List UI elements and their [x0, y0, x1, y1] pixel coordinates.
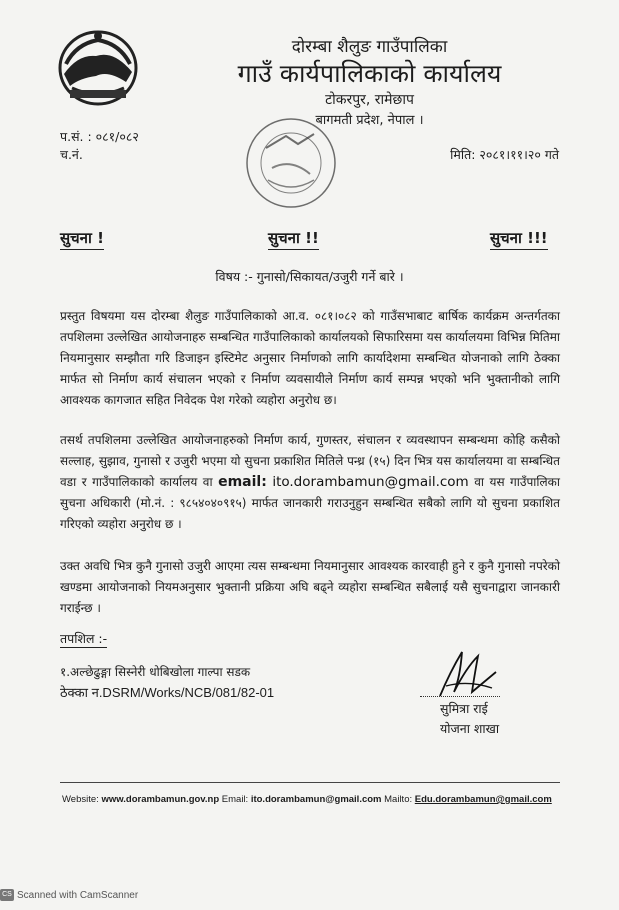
notice-heading-3: सुचना !!! [490, 228, 548, 250]
signature-line [420, 696, 500, 697]
footer-contact [62, 794, 552, 805]
office-location: टोकरपुर, रामेछाप [325, 92, 414, 108]
footer-mailto-label: Mailto: [384, 794, 413, 805]
paragraph-complaint-text: तसर्थ तपशिलमा उल्लेखित आयोजनाहरुको निर्माण कार्य, गुणस्तर, संचालन र व्यवस्थापन सम्बन्धमा कोहि कसैको सल्लाह, सुझाव, गुनासो र उजुरी भएमा यो सुचना प्रकाशित मितिले पन्ध्र (१५) दिन भित्र यस कार्यालयमा वा सम्बन्धित वडा र गाउँपालिकाको कार्यालय वा [60, 433, 560, 489]
email-label: email: [218, 474, 267, 490]
paragraph-intro: प्रस्तुत विषयमा यस दोरम्बा शैलुङ गाउँपालिकाको आ.व. ०८१।०८२ को गाउँसभाबाट बार्षिक कार्यक्रम अन्तर्गतका तपशिलमा उल्लेखित आयोजनाहरु सम्बन्धित गाउँपालिकाको कार्यालयको सिफारिसमा यस कार्यालयमा विभिन्न मितिमा नियमानुसार सम्झौता गरि डिजाइन इस्टिमेट अनुसार निर्माणको लागि कार्यादेशमा सम्बन्धित योजनाको लागि ठेक्का मार्फत सो निर्माण कार्य संचालन भएको र निर्माण व्यवसायीले निर्माण कार्य सम्पन्न भएको भनि भुक्तानीको लागि आवश्यक कागजात सहित निवेदक पेश गरेको व्यहोरा अनुरोध छ। [60, 309, 560, 407]
footer-email-label: Email: [221, 794, 249, 805]
notice-heading-2: सुचना !! [268, 228, 319, 250]
office-title: गाउँ कार्यपालिकाको कार्यालय [237, 59, 502, 88]
details-heading: तपशिल :- [60, 631, 108, 646]
subject-line: विषय :- गुनासो/सिकायत/उजुरी गर्ने बारे । [215, 269, 404, 284]
scanner-watermark [0, 889, 138, 901]
paragraph-complaint [60, 430, 560, 535]
footer-website-label: Website: [62, 794, 99, 805]
details-item-contract: ठेक्का न.DSRM/Works/NCB/081/82-01 [60, 685, 275, 700]
official-stamp-icon [236, 108, 346, 218]
signatory-name: सुमित्रा राई [440, 701, 488, 716]
scanner-watermark-text: Scanned with CamScanner [17, 889, 139, 901]
camscanner-icon: CS [0, 889, 14, 901]
details-item-project: १.अल्छेढुङ्गा सिस्नेरी धोबिखोला गाल्पा सडक [60, 665, 251, 679]
footer-website-link[interactable]: www.dorambamun.gov.np [101, 794, 220, 805]
footer-mailto-link[interactable]: Edu.dorambamun@gmail.com [414, 794, 552, 805]
notice-heading-1: सुचना ! [60, 228, 104, 250]
signatory-title: योजना शाखा [440, 721, 500, 736]
footer-divider [60, 782, 560, 783]
dispatch-number: च.नं. [60, 147, 83, 162]
reference-number: प.सं. : ०८१/०८२ [60, 129, 139, 144]
office-name: दोरम्बा शैलुङ गाउँपालिका [291, 37, 448, 57]
letter-date: मिति: २०८१।११।२० गते [450, 147, 559, 162]
paragraph-closing: उक्त अवधि भित्र कुनै गुनासो उजुरी आएमा त्यस सम्बन्धमा नियमानुसार आवश्यक कारवाही हुने र कुनै गुनासो नपरेको खण्डमा आयोजनाको नियमअनुसार भुक्तानी प्रक्रिया अघि बढ्ने व्यहोरा सम्बन्धित सबैलाई यसै सुचनाद्वारा जानकारी गराईन्छ । [60, 559, 560, 615]
office-province: बागमती प्रदेश, नेपाल । [315, 113, 424, 128]
footer-email-link[interactable]: ito.dorambamun@gmail.com [250, 794, 382, 805]
email-link[interactable]: ito.dorambamun@gmail.com [272, 474, 469, 490]
paragraph-complaint-text-after: वा यस गाउँपालिका सुचना अधिकारी (मो.नं. : ९८५४०४०९१५) मार्फत जानकारी गराउनुहुन सम्बन्धित सबैको लागि यो सुचना प्रकाशित गरिएको व्यहोरा अनुरोध छ । [60, 475, 560, 531]
